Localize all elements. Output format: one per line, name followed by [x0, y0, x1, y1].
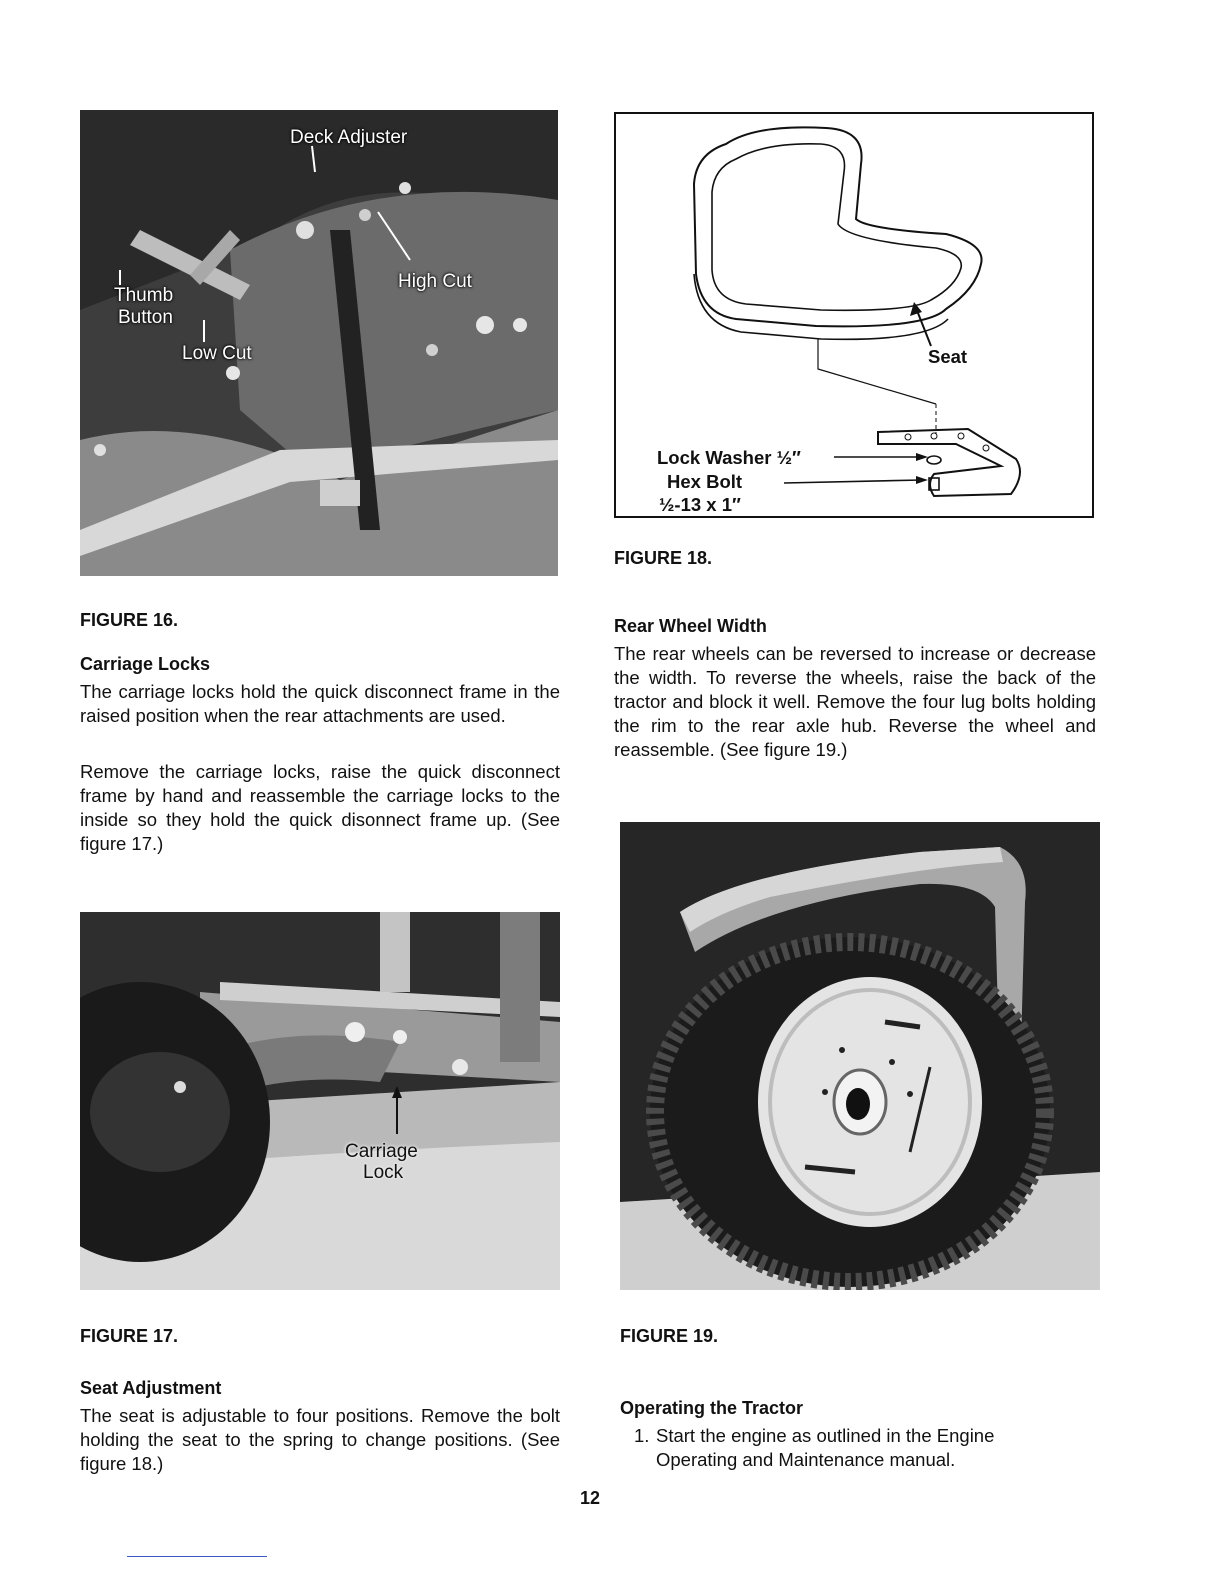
figure-19-illustration [620, 822, 1100, 1290]
figure-19-caption: FIGURE 19. [620, 1326, 719, 1346]
operating-step-1-number: 1. [634, 1425, 650, 1446]
bottom-rule [127, 1556, 267, 1557]
label-hex-bolt-size: ½-13 x 1″ [659, 494, 741, 515]
figure-16-photo [80, 110, 558, 576]
figure-18-diagram [614, 112, 1094, 518]
page-number: 12 [580, 1488, 601, 1508]
figure-19-photo [620, 822, 1100, 1290]
label-lock-washer: Lock Washer ½″ [657, 447, 801, 468]
figure-18-caption: FIGURE 18. [614, 548, 713, 568]
label-deck-adjuster: Deck Adjuster [290, 127, 408, 148]
carriage-locks-paragraph-2: Remove the carriage locks, raise the quick disconnect frame by hand and reassemble the carriage locks to the inside so they hold the quick disonnect frame up. (See figure 17.) [80, 761, 560, 854]
figure-17-illustration [80, 912, 560, 1290]
carriage-locks-paragraph-1: The carriage locks hold the quick disconnect frame in the raised position when the rear attachments are used. [80, 681, 560, 726]
seat-adjustment-heading: Seat Adjustment [80, 1378, 222, 1398]
label-button: Button [118, 307, 173, 328]
operating-step-1-line-2: Operating and Maintenance manual. [656, 1449, 956, 1470]
label-seat: Seat [928, 346, 968, 367]
rear-wheel-width-heading: Rear Wheel Width [614, 616, 767, 636]
carriage-locks-heading: Carriage Locks [80, 654, 211, 674]
label-thumb: Thumb [114, 285, 174, 306]
operating-step-1 [634, 1424, 1104, 1470]
rear-wheel-width-paragraph: The rear wheels can be reversed to increase or decrease the width. To reverse the wheels, raise the back of the tractor and block it well. Remove the four lug bolts holding the rim to the rear axle hub. Reverse the wheel and reassemble. (See figure 19.) [614, 643, 1096, 760]
operating-step-1-line-1: Start the engine as outlined in the Engine [656, 1425, 995, 1446]
seat-adjustment-paragraph: The seat is adjustable to four positions. Remove the bolt holding the seat to the spring to change positions. (See figure 18.) [80, 1405, 560, 1474]
label-carriage: Carriage [345, 1141, 418, 1162]
label-lock: Lock [363, 1162, 404, 1183]
label-low-cut: Low Cut [182, 343, 252, 364]
figure-17-caption: FIGURE 17. [80, 1326, 179, 1346]
figure-17-photo [80, 912, 560, 1290]
figure-16-caption: FIGURE 16. [80, 610, 179, 630]
label-high-cut: High Cut [398, 271, 472, 292]
label-hex-bolt: Hex Bolt [667, 471, 743, 492]
operating-tractor-heading: Operating the Tractor [620, 1398, 804, 1418]
figure-16-illustration [80, 110, 558, 576]
